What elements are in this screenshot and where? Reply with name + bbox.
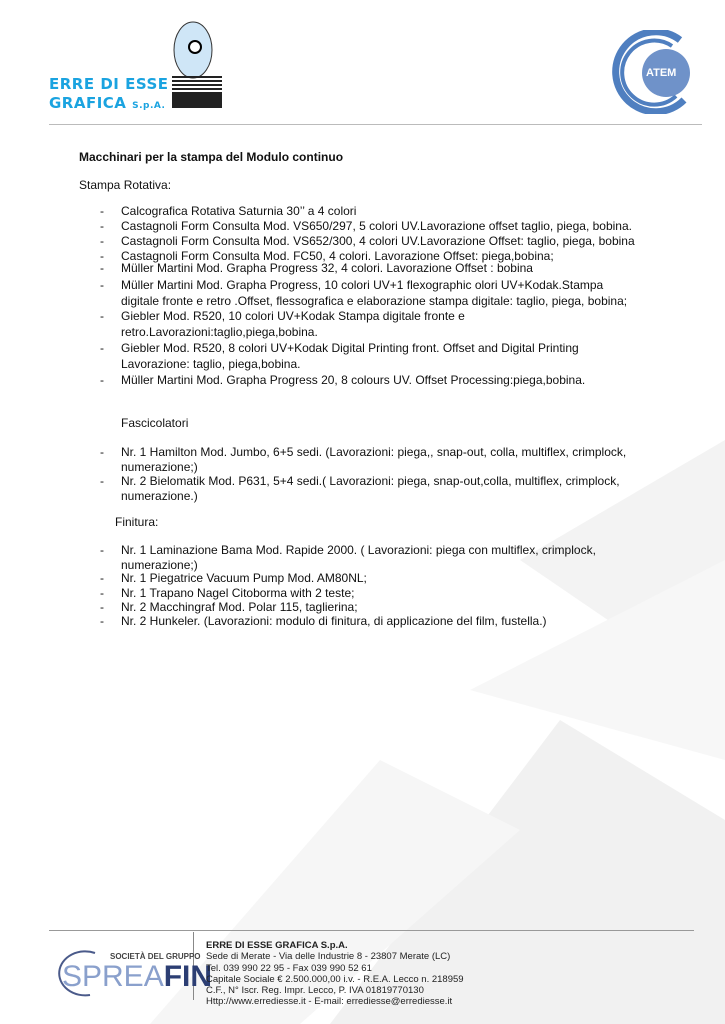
bullet-dash: - [100,474,104,488]
list-item-text: Castagnoli Form Consulta Mod. VS652/300, 4 colori UV.Lavorazione Offset: taglio, piega, bobina [121,234,635,248]
list-item-text: Calcografica Rotativa Saturnia 30’’ a 4 colori [121,204,357,218]
company-name: ERRE DI ESSE GRAFICA S.p.A. [206,940,348,951]
bullet-dash: - [100,309,104,323]
bullet-dash: - [100,204,104,218]
section-heading-finitura: Finitura: [115,515,159,529]
header-divider [49,124,702,125]
bullet-dash: - [100,445,104,459]
section-heading-fascicolatori: Fascicolatori [121,416,189,430]
list-item-text: Giebler Mod. R520, 8 colori UV+Kodak Digital Printing front. Offset and Digital Printing [121,341,579,355]
bullet-dash: - [100,261,104,275]
bullet-dash: - [100,373,104,387]
group-label: SOCIETÀ DEL GRUPPO [110,952,201,961]
company-info [206,940,464,1008]
list-item-text: Müller Martini Mod. Grapha Progress, 10 colori UV+1 flexographic olori UV+Kodak.Stampa [121,278,604,292]
bullet-dash: - [100,571,104,585]
list-item-text: Castagnoli Form Consulta Mod. FC50, 4 colori. Lavorazione Offset: piega,bobina; [121,249,554,263]
logo-line1: ERRE DI ESSE [49,75,169,93]
bullet-dash: - [100,219,104,233]
bullet-dash: - [100,341,104,355]
list-item-text: numerazione;) [121,558,198,572]
bullet-dash: - [100,586,104,600]
bullet-dash: - [100,600,104,614]
bullet-dash: - [100,234,104,248]
company-web-email: Http://www.errediesse.it - E-mail: errediesse@errediesse.it [206,996,453,1008]
company-address: Sede di Merate - Via delle Industrie 8 - 23807 Merate (LC) [206,951,451,963]
list-item-text: Müller Martini Mod. Grapha Progress 32, 4 colori. Lavorazione Offset : bobina [121,261,533,275]
company-registration: C.F., N° Iscr. Reg. Impr. Lecco, P. IVA 01819770130 [206,985,424,997]
list-item-text: Nr. 2 Macchingraf Mod. Polar 115, taglierina; [121,600,358,614]
section-heading-rotativa: Stampa Rotativa: [79,178,172,192]
list-item-text: retro.Lavorazioni:taglio,piega,bobina. [121,325,318,339]
atem-text: ATEM [646,67,677,79]
list-item-text: Castagnoli Form Consulta Mod. VS650/297, 5 colori UV.Lavorazione offset taglio, piega, bobina. [121,219,632,233]
page-title: Macchinari per la stampa del Modulo continuo [79,150,344,164]
list-item-text: Lavorazione: taglio, piega,bobina. [121,357,301,371]
footer-divider [49,930,694,931]
spreafin-logo: SPREAFIN [62,960,213,993]
bullet-dash: - [100,278,104,292]
list-item-text: Müller Martini Mod. Grapha Progress 20, 8 colours UV. Offset Processing:piega,bobina. [121,373,586,387]
company-capital: Capitale Sociale € 2.500.000,00 i.v. - R.E.A. Lecco n. 218959 [206,973,464,985]
list-item-text: Giebler Mod. R520, 10 colori UV+Kodak Stampa digitale fronte e [121,309,465,323]
list-item-text: numerazione.) [121,489,198,503]
list-item-text: numerazione;) [121,460,198,474]
list-item-text: digitale fronte e retro .Offset, flessografica e elaborazione stampa digitale: taglio, piega, bobina; [121,294,628,308]
list-item-text: Nr. 2 Bielomatik Mod. P631, 5+4 sedi.( Lavorazioni: piega, snap-out,colla, multiflex, crimplock, [121,474,620,488]
bullet-dash: - [100,249,104,263]
list-item-text: Nr. 2 Hunkeler. (Lavorazioni: modulo di finitura, di applicazione del film, fustella.) [121,614,547,628]
logo-suffix: S.p.A. [132,101,166,111]
logo-line2: GRAFICA S.p.A. [49,94,166,112]
paper-roll-icon [170,20,226,110]
bullet-dash: - [100,614,104,628]
bullet-dash: - [100,543,104,557]
atem-logo [610,30,694,114]
list-item-text: Nr. 1 Piegatrice Vacuum Pump Mod. AM80NL; [121,571,367,585]
company-phone: Tel. 039 990 22 95 - Fax 039 990 52 61 [206,962,372,974]
list-item-text: Nr. 1 Laminazione Bama Mod. Rapide 2000. ( Lavorazioni: piega con multiflex, crimplock, [121,543,596,557]
list-item-text: Nr. 1 Hamilton Mod. Jumbo, 6+5 sedi. (Lavorazioni: piega,, snap-out, colla, multiflex, crimplock, [121,445,627,459]
list-item-text: Nr. 1 Trapano Nagel Citoborma with 2 teste; [121,586,355,600]
